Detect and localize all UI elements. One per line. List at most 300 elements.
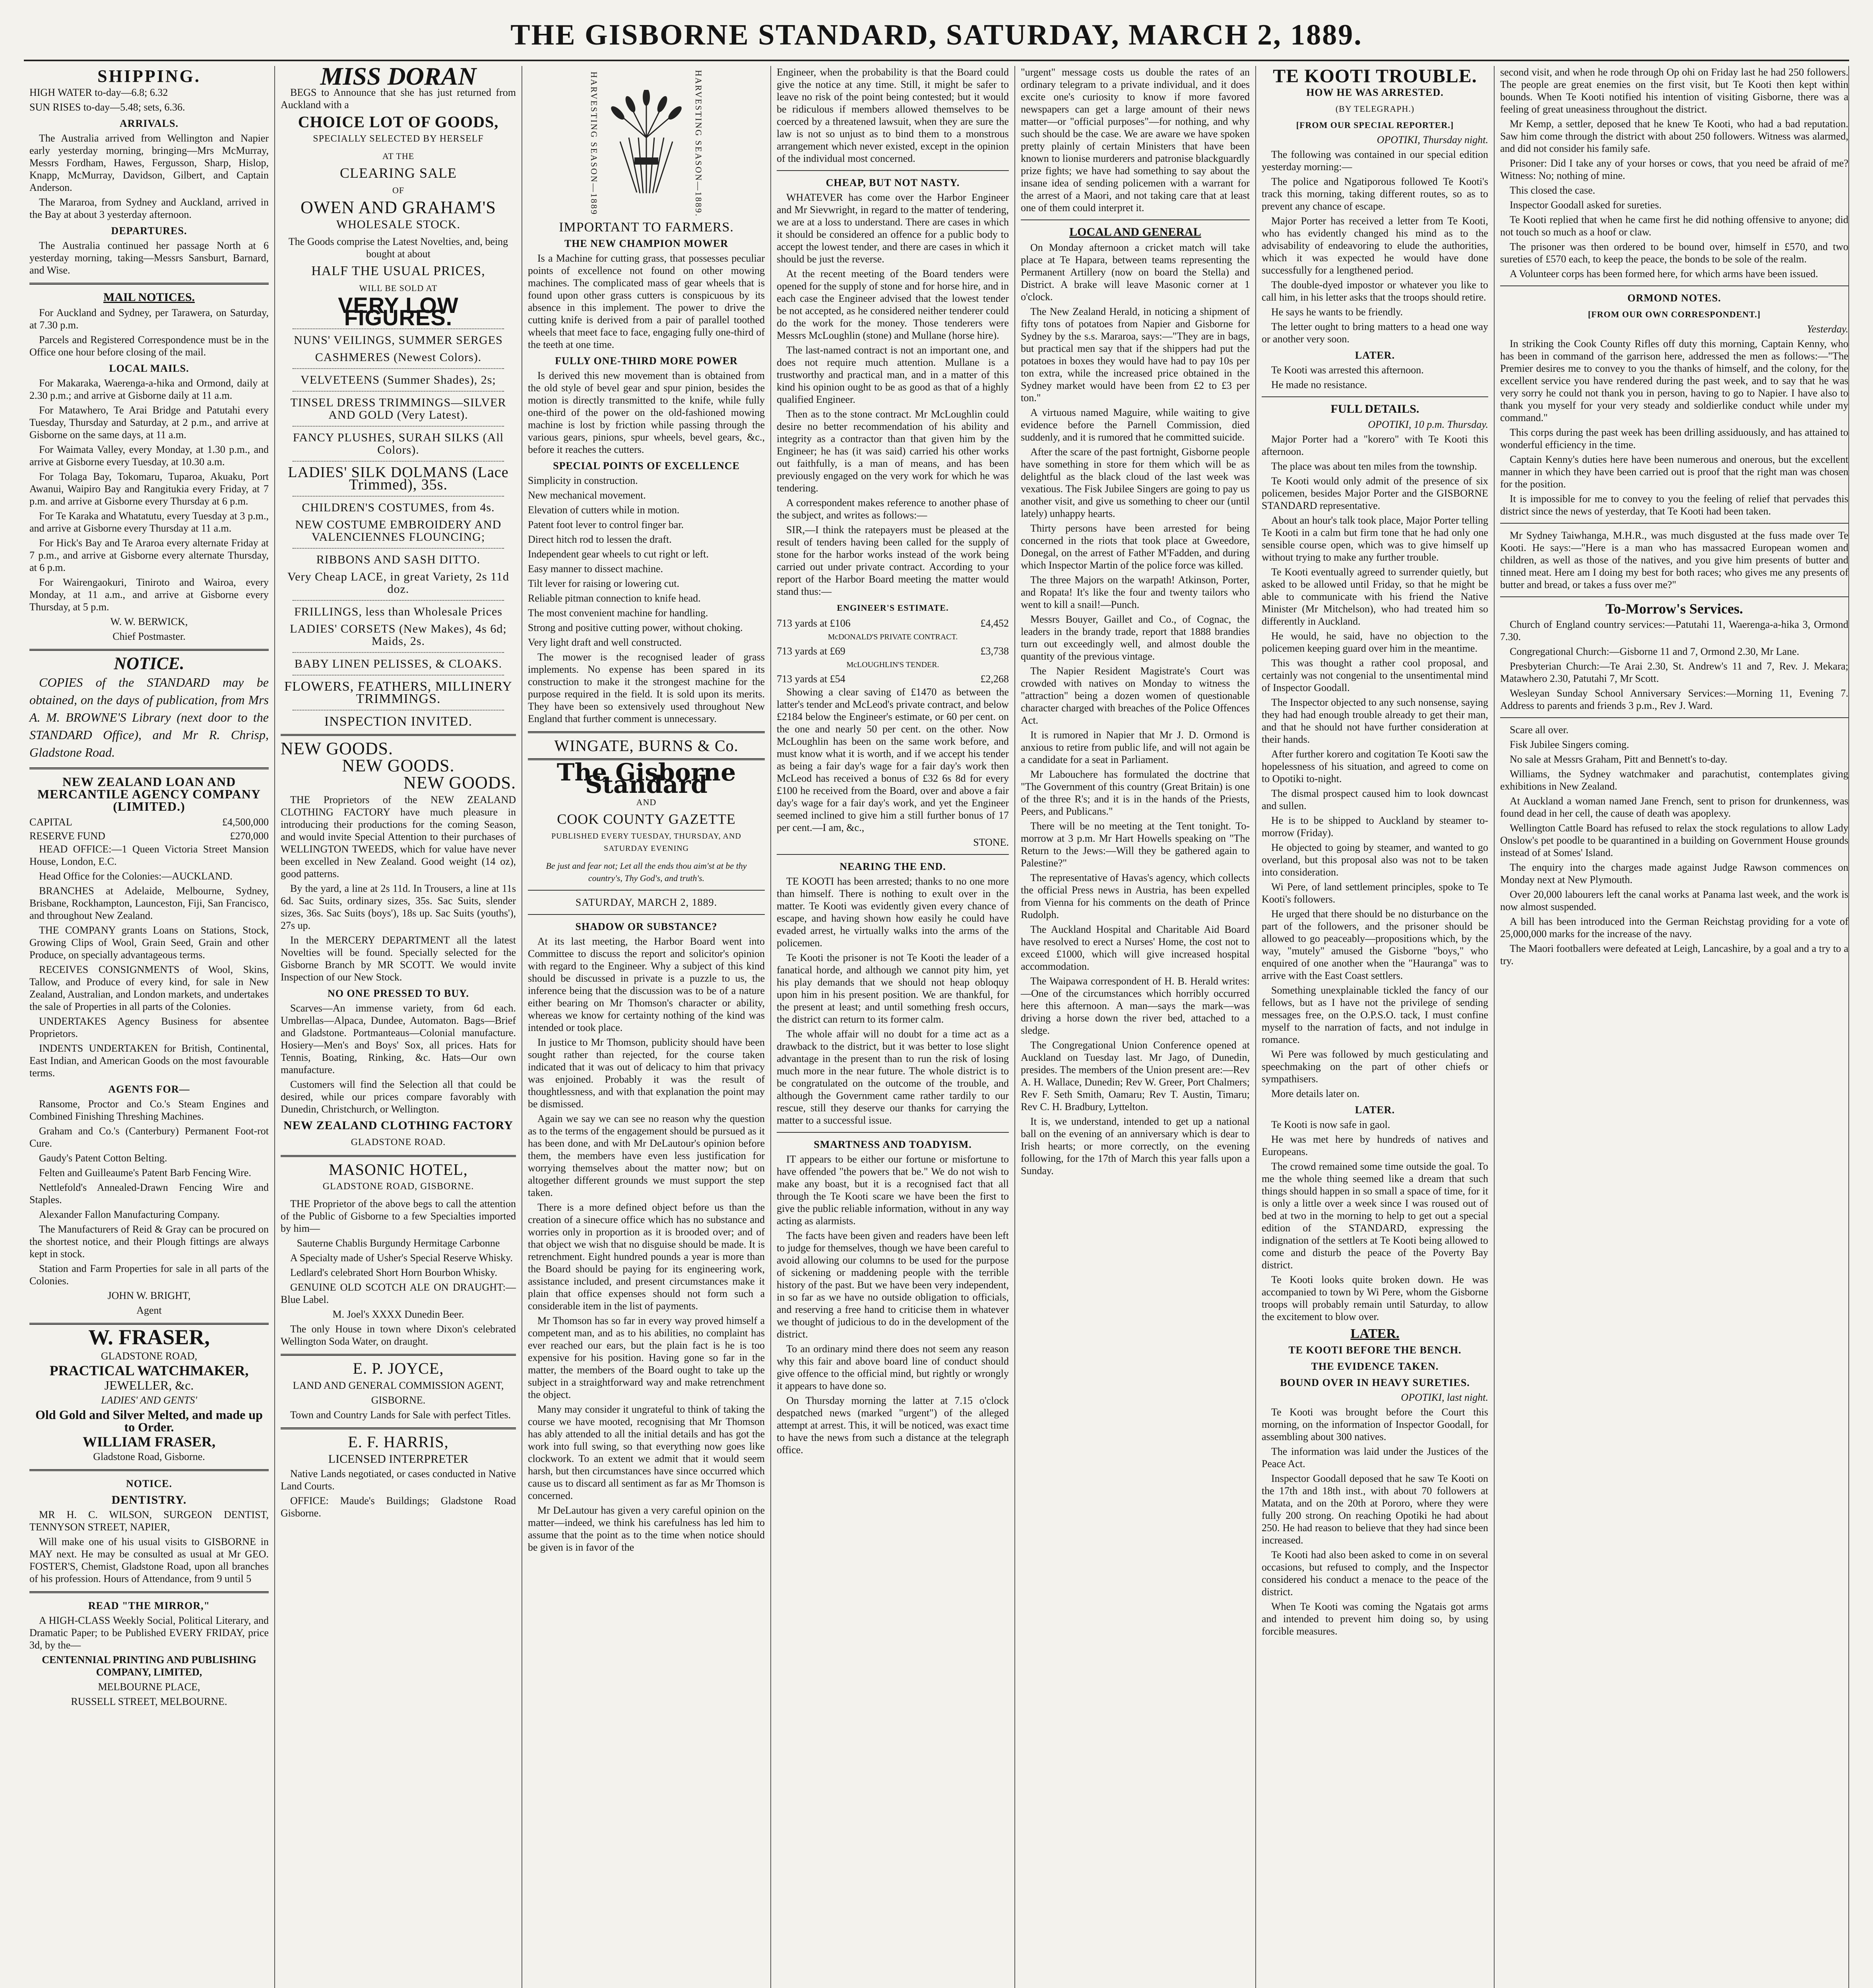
report-paragraph: Te Kooti replied that when he came first he did nothing offensive to anyone; did not touch so much as a hoof or claw. <box>1500 214 1848 238</box>
doran-at-the: AT THE <box>382 151 415 161</box>
report-paragraph: The place was about ten miles from the township. <box>1271 460 1477 472</box>
miss-doran-heading: MISS DORAN <box>320 66 477 90</box>
local-paragraph: Mr Labouchere has formulated the doctrine that "The Government of this country (Great Britain) is one of the three R's; and it is in the hands of the Priests, Peers, and Publicans." <box>1021 769 1250 817</box>
report-paragraph: He urged that there should be no disturbance on the part of the followers, and the prisoner should be allowed to go peaceably—propositions which, by the way, "mutely" amused the Gisborne "boys," who enquired of one another when the "Hauranga" was to arrive with the East Coast settlers. <box>1262 908 1488 981</box>
mail-item: For Auckland and Sydney, per Tarawera, on Saturday, at 7.30 p.m. <box>29 307 269 331</box>
report-paragraph: Prisoner: Did I take any of your horses or cows, that you need be afraid of me? Witness: No; nothing of mine. <box>1500 157 1848 181</box>
wingate-burns: WINGATE, BURNS & Co. <box>554 737 739 755</box>
paper-title: The Gisborne Standard <box>556 759 736 799</box>
agent-item: Alexander Fallon Manufacturing Company. <box>39 1209 220 1220</box>
postmaster-name: W. W. BERWICK, <box>110 616 188 627</box>
doran-item: BABY LINEN PELISSES, & CLOAKS. <box>294 657 502 670</box>
report-paragraph: He made no resistance. <box>1271 379 1367 390</box>
smartness-paragraph: IT appears to be either our fortune or misfortune to have offended "the powers that be." We do not wish to make any boast, but it is a recognised fact that all through the Te Kooti scare we have been the first to give the public reliable information, without in any way acting as alarmists. <box>777 1153 1009 1227</box>
table-row: McLOUGHLIN'S TENDER. <box>846 660 939 669</box>
doran-of: OF <box>392 185 405 195</box>
doran-goods-text: The Goods comprise the Latest Novelties, and, being bought at about <box>288 236 508 260</box>
editorial-paragraph: Mr DeLautour has given a very careful opinion on the matter—indeed, we think his carefulness has led him to assume that the point as to the time when notice should be given is in favor of the <box>528 1505 765 1553</box>
report-paragraph: When Te Kooti was coming the Ngatais got arms and intended to prevent him doing so, by using forcible measures. <box>1262 1601 1488 1637</box>
new-goods-customers: Customers will find the Selection all that could be desired, while our prices compare favorably with Dunedin, Christchurch, or Wellington. <box>281 1079 516 1115</box>
report-paragraph: Mr Kemp, a settler, deposed that he knew Te Kooti, who had a bad reputation. Saw him come through the district with about 250 followers. Witness was alarmed, and did not consider his family safe. <box>1500 118 1848 154</box>
capital-value: £4,500,000 <box>222 816 269 828</box>
divider <box>29 283 269 285</box>
editorial-continued: Engineer, when the probability is that the Board could give the notice at any time. Still, it might be safer to leave no risk of the point being contested; but it would be ridiculous if members allowed themselves to be coerced by a threatened lawsuit, when they are sure the law is not so unjust as to bind them to a monstrous arrangement which never existed, except in the opinion of the individual most concerned. <box>777 66 1009 164</box>
nz-loan-text: INDENTS UNDERTAKEN for British, Continental, East Indian, and American Goods on the most favourable terms. <box>29 1043 269 1079</box>
report-paragraph: Inspector Goodall asked for sureties. <box>1510 199 1662 211</box>
short-item: A bill has been introduced into the German Reichstag providing for a vote of 25,000,000 marks for the increase of the navy. <box>1500 916 1848 940</box>
paper-sub: AND <box>636 797 657 808</box>
doran-item: RIBBONS AND SASH DITTO. <box>316 553 481 566</box>
arrival-item: The Australia arrived from Wellington and Napier early yesterday morning, bringing—Mrs McMurray, Messrs Fordham, Hawes, Fergusson, Sharp, Hislop, Knapp, McMurray, Davidson, Gilbert, and Captain Anderson. <box>29 132 269 193</box>
report-paragraph: Inspector Goodall deposed that he saw Te Kooti on the 17th and 18th inst., with about 70 followers at Matata, and on the 20th at Pororo, where they were fully 200 strong. On reaching Opotiki he had about 250. He had reason to believe that they had since been increased. <box>1262 1473 1488 1546</box>
doran-item: TINSEL DRESS TRIMMINGS—SILVER AND GOLD (Very Latest). <box>290 396 506 421</box>
divider <box>293 426 504 427</box>
report-paragraph: A Volunteer corps has been formed here, for which arms have been issued. <box>1510 268 1818 280</box>
divider <box>293 548 504 549</box>
fraser-line: LADIES' AND GENTS' <box>101 1394 197 1406</box>
doran-item: CHILDREN'S COSTUMES, from 4s. <box>302 501 495 514</box>
special-item: Independent gear wheels to cut right or left. <box>528 548 709 560</box>
local-paragraph: Messrs Bouyer, Gaillet and Co., of Cognac, the leaders in the brandy trade, report that 1888 brandies turn out exceedingly well, and almost double the quantity of the previous vintage. <box>1021 613 1250 662</box>
new-goods-2: NEW GOODS. <box>342 756 455 775</box>
divider <box>293 368 504 369</box>
divider <box>29 649 269 651</box>
urgent-continued: "urgent" message costs us double the rates of an ordinary telegram to a private individual, and it does excite one's curiosity to know if more favored newspapers can get a large amount of their news matter—or "official purposes"—for nothing, and why such should be the case. We are aware we have spoken pretty plainly of certain Ministers that have been known to lionise murderers and patronise blackguardly prize fights; we have had something to say about the insane idea of sending policemen with a warrant for the arrest of a Maori, and not taking care that at least one of them could interpret it. <box>1021 66 1250 214</box>
cheap-heading: CHEAP, BUT NOT NASTY. <box>826 177 960 188</box>
report-paragraph: This was thought a rather cool proposal, and certainly was not congenial to the unsentimental mind of Inspector Goodall. <box>1262 657 1488 693</box>
mail-heading: MAIL NOTICES. <box>103 291 195 304</box>
short-item: The Maori footballers were defeated at Leigh, Lancashire, by a goal and a try to a try. <box>1500 943 1848 967</box>
harris-text: OFFICE: Maude's Buildings; Gladstone Road Gisborne. <box>281 1495 516 1519</box>
doran-item: NUNS' VEILINGS, SUMMER SERGES <box>294 334 503 347</box>
agent-item: Station and Farm Properties for sale in all parts of the Colonies. <box>29 1263 269 1287</box>
doran-item: FANCY PLUSHES, SURAH SILKS (All Colors). <box>293 431 504 456</box>
report-continued: second visit, and when he rode through Op ohi on Friday last he had 250 followers. The people are great enemies on the first visit, but Te Kooti then kept within bounds. When Te Kooti notified his intention of visiting Gisborne, there was a feeling of great uneasiness throughout the district. <box>1500 66 1848 115</box>
harris-heading: E. F. HARRIS, <box>348 1433 449 1451</box>
joyce-text: GISBORNE. <box>371 1394 426 1406</box>
new-goods-text: THE Proprietors of the NEW ZEALAND CLOTHING FACTORY have much pleasure in introducing their productions for the coming Season, and would invite Special Attention to their purchases of WELLINGTON TWEEDS, which for value have never been excelled in New Zealand. Good weight (14 oz), good patterns. <box>281 794 516 879</box>
masonic-text: Sauterne Chablis Burgundy Hermitage Carbonne <box>297 1237 500 1249</box>
nearing-paragraph: Te Kooti the prisoner is not Te Kooti the leader of a fanatical horde, and although we cannot pity him, yet his play demands that we should not heap obloquy upon him in his present position. We are thankful, for the present at least; and until something fresh occurs, the district can return to its former calm. <box>777 952 1009 1025</box>
agent-name: JOHN W. BRIGHT, <box>107 1290 191 1301</box>
dentistry-text: Will make one of his usual visits to GISBORNE in MAY next. He may be consulted as usual at Mr GEO. FOSTER'S, Chemist, Gladstone Road, upon all branches of his profession. Hours of Attendance, from 9 until 5 <box>29 1536 269 1584</box>
report-paragraph: The dismal prospect caused him to look downcast and sullen. <box>1262 788 1488 812</box>
divider <box>293 675 504 676</box>
smartness-paragraph: To an ordinary mind there does not seem any reason why this fair and above board line of conduct should give offence to the official mind, but rightly or wrongly it appears to have done so. <box>777 1343 1009 1392</box>
doran-will-be: WILL BE SOLD AT <box>359 283 438 293</box>
doran-selected: SPECIALLY SELECTED BY HERSELF <box>313 134 484 144</box>
report-paragraph: He says he wants to be friendly. <box>1271 306 1403 318</box>
harvesting-left-label: HARVESTING SEASON—1889 <box>589 72 599 216</box>
cheap-paragraph: SIR,—I think the ratepayers must be pleased at the result of tenders having been called for the supply of stone for the harbor works instead of the work being carried out under private contract. According to your report of the Harbor Board meeting the matter would stand thus:— <box>777 524 1009 597</box>
doran-low-figures: VERY LOW FIGURES. <box>338 293 459 330</box>
report-paragraph: About an hour's talk took place, Major Porter telling Te Kooti in a calm but firm tone that he had only one sensible course open, which was to give himself up without trying to make any further trouble. <box>1262 514 1488 563</box>
joyce-text: LAND AND GENERAL COMMISSION AGENT, <box>293 1380 504 1391</box>
editorial-heading: SHADOW OR SUBSTANCE? <box>575 921 717 933</box>
nearing-heading: NEARING THE END. <box>840 861 946 872</box>
doran-choice: CHOICE LOT OF GOODS, <box>298 113 499 131</box>
editorial-paragraph: There is a more defined object before us than the creation of a sinecure office which has no substance and worries only in proportion as it is brooded over; and of that object we wish that no disguise should be made. It is retrenchment. Eight hundred pounds a year is more than the Board should be paying for its engineering work, assistance included, and present circumstances make it plain that office expenses should not form such a considerable item in the list of payments. <box>528 1202 765 1312</box>
masthead-rule <box>24 60 1849 61</box>
te-kooti-sub: [FROM OUR SPECIAL REPORTER.] <box>1296 120 1454 130</box>
special-item: Easy manner to dissect machine. <box>528 563 663 575</box>
short-item: Fisk Jubilee Singers coming. <box>1510 739 1629 750</box>
ormond-paragraph: Captain Kenny's duties here have been numerous and onerous, but the excellent manner in which they have been carried out is proof that the right man was chosen for the position. <box>1500 454 1848 490</box>
mower-end-text: The mower is the recognised leader of grass implements. No expense has been spared in its construction to make it the strongest machine for the purpose required in the field. It is sold upon its merits. They have been so extensively used throughout New England that further comment is unnecessary. <box>528 651 765 725</box>
tide-line: HIGH WATER to-day—6.8; 6.32 <box>29 87 168 98</box>
special-heading: SPECIAL POINTS OF EXCELLENCE <box>553 460 740 472</box>
masonic-text: The only House in town where Dixon's celebrated Wellington Soda Water, on draught. <box>281 1323 516 1347</box>
local-paragraph: Thirty persons have been arrested for being concerned in the riots that took place at Gweedore, Donegal, on the arrest of Father M'Fadden, and during which Inspector Martin of the police force was killed. <box>1021 522 1250 571</box>
new-goods-text: By the yard, a line at 2s 11d. In Trousers, a line at 11s 6d. Sac Suits, ordinary sizes, 35s. Sac Suits, slender sizes, 36s. Sac Suits (boys'), 18s up. Sac Suits (youths'), 27s up. <box>281 883 516 931</box>
factory-name: NEW ZEALAND CLOTHING FACTORY <box>283 1119 513 1132</box>
local-mails-heading: LOCAL MAILS. <box>109 363 189 374</box>
editorial-paragraph: Mr Thomson has so far in every way proved himself a competent man, and as to his abilities, no complaint has ever reached our ears, but the plain fact is he is too expensive for his position. Having gone so far in the matter, the members of the Board ought to take up the subject in a straightforward way and make retrenchment the object. <box>528 1315 765 1401</box>
bound-heading: BOUND OVER IN HEAVY SURETIES. <box>1280 1377 1470 1388</box>
nz-loan-text: Head Office for the Colonies:—AUCKLAND. <box>39 870 233 882</box>
divider <box>1500 285 1848 286</box>
editorial-paragraph: Again we say we can see no reason why the question as to the terms of the engagement should be pursued as it has been done, and with Mr DeLautour's opinion before them, the members have even less justification for worrying themselves about the matter now; but on altogether different grounds we must support the step taken. <box>528 1113 765 1199</box>
divider <box>29 767 269 769</box>
notice-heading: NOTICE. <box>114 654 184 673</box>
tide-line: SUN RISES to-day—5.48; sets, 6.36. <box>29 101 185 113</box>
special-item: The most convenient machine for handling. <box>528 607 708 619</box>
local-paragraph: The New Zealand Herald, in noticing a shipment of fifty tons of potatoes from Napier and Gisborne for Sydney by the s.s. Mararoa, says:—"They are in bags, but practical men say that if the shippers had put the potatoes in boxes they would have had to pay 10s per ton extra, while the increased price obtained in the Sydney market would have been from £2 to £3 per ton." <box>1021 306 1250 404</box>
divider <box>281 1427 516 1429</box>
local-paragraph: It is rumored in Napier that Mr J. D. Ormond is anxious to retire from public life, and will not again be a candidate for a seat in Parliament. <box>1021 729 1250 765</box>
divider <box>777 1132 1009 1133</box>
local-paragraph: On Monday afternoon a cricket match will take place at Te Hapara, between teams representing the Permanent Artillery (now on board the Stella) and District. A brake will leave Masonic corner at 1 o'clock. <box>1021 242 1250 303</box>
new-goods-text: In the MERCERY DEPARTMENT all the latest Novelties will be found. Specially selected for the Gisborne Branch by MR SCOTT. We would invite Inspection of our New Stock. <box>281 934 516 983</box>
bench-heading: TE KOOTI BEFORE THE BENCH. <box>1288 1344 1462 1356</box>
estimate-heading: ENGINEER'S ESTIMATE. <box>837 603 949 613</box>
local-paragraph: There will be no meeting at the Tent tonight. To-morrow at 3 p.m. Mr Hart Howells speaking on "The Return to the Jews:—Will they be gathered again to Palestine?" <box>1021 820 1250 869</box>
masonic-text: A Specialty made of Usher's Special Reserve Whisky. <box>290 1252 513 1264</box>
mirror-text: MELBOURNE PLACE, <box>98 1681 200 1693</box>
short-item: The enquiry into the charges made against Judge Rawson commences on Monday next at New Plymouth. <box>1500 862 1848 885</box>
fraser-line: PRACTICAL WATCHMAKER, <box>49 1363 249 1378</box>
agent-item: Ransome, Proctor and Co.'s Steam Engines and Combined Finishing Threshing Machines. <box>29 1098 269 1122</box>
doran-item: LADIES' SILK DOLMANS (Lace Trimmed), 35s. <box>288 464 509 493</box>
new-goods-list: Scarves—An immense variety, from 6d each. Umbrellas—Alpaca, Dundee, Automaton. Bags—Brief and Gladstone. Portmanteaus—Colonial manufacture. Hosiery—Men's and Boys' Sox, all prices. Hats for Tennis, Boating, Rinking, &c. Hats—Our own manufacture. <box>281 1002 516 1076</box>
divider <box>29 1323 269 1325</box>
nz-loan-text: UNDERTAKES Agency Business for absentee Proprietors. <box>29 1015 269 1039</box>
local-paragraph: The Napier Resident Magistrate's Court was crowded with natives on Monday to witness the "attraction" being a dozen women of questionable character charged with breaches of the Police Offences Act. <box>1021 665 1250 726</box>
local-mail-item: For Waimata Valley, every Monday, at 1.30 p.m., and arrive at Gisborne every Tuesday, at 10.30 a.m. <box>29 444 269 468</box>
special-item: Patent foot lever to control finger bar. <box>528 519 684 531</box>
report-paragraph: The Inspector objected to any such nonsense, saying they had had enough trouble already to get their man, and that he should not have further consideration at their hands. <box>1262 697 1488 745</box>
fraser-heading: W. FRASER, <box>88 1325 210 1349</box>
nz-loan-text: THE COMPANY grants Loans on Stations, Stock, Growing Clips of Wool, Grain Seed, Grain and other Produce, on specially advantageous terms. <box>29 924 269 961</box>
mirror-text: A HIGH-CLASS Weekly Social, Political Literary, and Dramatic Paper; to be Published EVERY FRIDAY, price 3d, by the— <box>29 1615 269 1651</box>
estimate-text: Showing a clear saving of £1470 as between the latter's tender and McLeod's private contract, and below £2184 below the Engineer's estimate, or 60 per cent. on the one and nearly 50 per cent. on the other. Now McLoughlin has been on the same work before, and must know what it is worth, and if we accept his tender as being a fair day's wage for a fair day's work then McLeod has received a bonus of £32 6s 8d for every £100 he received from the Board, over and above a fair day's wage for a fair day's work, and yet the Engineer seemed inclined to give him a still further bonus of 17 per cent.—I am, &c., <box>777 686 1009 833</box>
ormond-paragraph: This corps during the past week has been drilling assiduously, and has attained to wonderful efficiency in the time. <box>1500 427 1848 450</box>
reserve-value: £270,000 <box>230 830 269 842</box>
harvesting-right-label: HARVESTING SEASON—1889. <box>694 70 704 217</box>
nz-loan-text: HEAD OFFICE:—1 Queen Victoria Street Mansion House, London, E.C. <box>29 843 269 867</box>
divider <box>293 710 504 711</box>
report-paragraph: Te Kooti looks quite broken down. He was accompanied to town by Wi Pere, whom the Gisborne troops will probably remain until Saturday, to allow the excitement to blow over. <box>1262 1274 1488 1322</box>
special-item: Direct hitch rod to lessen the draft. <box>528 534 672 546</box>
report-paragraph: More details later on. <box>1271 1088 1360 1099</box>
column-4 <box>771 66 1015 1988</box>
joyce-heading: E. P. JOYCE, <box>353 1359 444 1377</box>
later-heading: LATER. <box>1350 1326 1400 1341</box>
divider <box>1500 523 1848 524</box>
nearing-paragraph: The whole affair will no doubt for a time act as a drawback to the district, but it was better to lose slight advantage in the present than to run the risk of losing much more in the near future. The whole district is to be congratulated on the outcome of the trouble, and although the Government came rather tardily to our rescue, still they deserve our thanks for carrying the matter to a successful issue. <box>777 1028 1009 1126</box>
smartness-heading: SMARTNESS AND TOADYISM. <box>814 1139 972 1150</box>
fraser-line: GLADSTONE ROAD, <box>101 1350 198 1362</box>
nz-loan-text: BRANCHES at Adelaide, Melbourne, Sydney, Brisbane, Rockhampton, Launceston, Fiji, San Francisco, and throughout New Zealand. <box>29 885 269 921</box>
doran-item: Very Cheap LACE, in great Variety, 2s 11d doz. <box>287 570 510 596</box>
mirror-heading: READ "THE MIRROR," <box>88 1600 210 1611</box>
dateline: OPOTIKI, last night. <box>1401 1392 1488 1403</box>
local-mail-item: For Wairengaokuri, Tiniroto and Wairoa, every Monday, at 11 a.m., and arrive at Gisborne every Thursday, at 5 p.m. <box>29 577 269 613</box>
editorial-paragraph: Many may consider it ungrateful to think of taking the course we have mooted, recognising that Mr Thomson has ably attended to all the initial details and has got the work into full swing, so that everything now goes like clockwork. To an extent we admit that it would seem harsh, but then circumstances have since occurred which cause us to discard all sentiment as far as Mr Thomson is concerned. <box>528 1404 765 1502</box>
agent-item: Nettlefold's Annealed-Drawn Fencing Wire and Staples. <box>29 1182 269 1206</box>
fraser-line: JEWELLER, &c. <box>104 1378 194 1392</box>
masonic-text: THE Proprietor of the above begs to call the attention of the Public of Gisborne to a few Specialties imported by him— <box>281 1198 516 1234</box>
ormond-heading: ORMOND NOTES. <box>1627 292 1721 304</box>
power-text: Is derived this new movement than is obtained from the old style of bevel gear and spur pinion, besides the motion is directly transmitted to the knife, while fully one-third of the power on the old-fashioned mowing machine is lost by friction while passing through the various gears, pinions, spur wheels, bevel gears, &c., before it reaches the cutters. <box>528 370 765 456</box>
harris-text: Native Lands negotiated, or cases conducted in Native Land Courts. <box>281 1468 516 1492</box>
report-paragraph: Major Porter has received a letter from Te Kooti, who has evidently changed his mind as to the advisability of endeavoring to elude the authorities, which it was expected he would have done successfully for a lengthened period. <box>1262 215 1488 276</box>
smartness-paragraph: On Thursday morning the latter at 7.15 o'clock despatched news (marked "urgent") of the alleged attempt at arrest. This, it will be noticed, was exact time to have the news from such a distance at the telegraph office. <box>777 1395 1009 1456</box>
doran-item: CASHMERES (Newest Colors). <box>315 351 482 364</box>
tomorrow-services-heading: To-Morrow's Services. <box>1605 601 1743 617</box>
arrivals-heading: ARRIVALS. <box>120 118 178 129</box>
mower-heading: THE NEW CHAMPION MOWER <box>564 238 729 250</box>
divider <box>777 854 1009 855</box>
report-paragraph: Te Kooti was arrested this afternoon. <box>1271 364 1424 376</box>
factory-address: GLADSTONE ROAD. <box>351 1137 446 1147</box>
estimate-signature: STONE. <box>973 837 1009 848</box>
divider <box>293 652 504 653</box>
dentistry-notice: NOTICE. <box>126 1478 173 1489</box>
doran-half: HALF THE USUAL PRICES, <box>311 264 485 278</box>
short-item: Williams, the Sydney watchmaker and parachutist, contemplates giving exhibitions in New Zealand. <box>1500 768 1848 792</box>
local-mail-item: For Te Karaka and Whatatutu, every Tuesday at 3 p.m., and arrive at Gisborne every Thursday at 11 a.m. <box>29 510 269 534</box>
evidence-heading: THE EVIDENCE TAKEN. <box>1311 1361 1439 1372</box>
report-paragraph: Te Kooti is now safe in gaol. <box>1271 1119 1390 1130</box>
te-kooti-sub: HOW HE WAS ARRESTED. <box>1306 87 1444 98</box>
masonic-text: Ledlard's celebrated Short Horn Bourbon Whisky. <box>290 1267 497 1278</box>
local-paragraph: A virtuous named Maguire, while waiting to give evidence before the Parnell Commission, died suddenly, and it is rumored that he committed suicide. <box>1021 407 1250 443</box>
later-heading: LATER. <box>1355 349 1395 361</box>
short-item: Over 20,000 labourers left the canal works at Panama last week, and the work is now almost suspended. <box>1500 889 1848 912</box>
report-paragraph: He objected to going by steamer, and wanted to go overland, but this proposal also was not to be taken into consideration. <box>1262 842 1488 878</box>
notice-text: COPIES of the STANDARD may be obtained, on the days of publication, from Mrs A. M. BROWNE'S Library (next door to the STANDARD Office), and Mr R. Chrisp, Gladstone Road. <box>29 675 269 759</box>
table-row: McDONALD'S PRIVATE CONTRACT. <box>828 633 958 641</box>
mirror-text: CENTENNIAL PRINTING AND PUBLISHING COMPANY, LIMITED, <box>42 1654 256 1678</box>
departure-item: The Australia continued her passage North at 6 yesterday morning, taking—Messrs Sansburt, Barnard, and Wise. <box>29 240 269 276</box>
report-paragraph: He is to be shipped to Auckland by steamer to-morrow (Friday). <box>1262 815 1488 839</box>
fraser-address: Gladstone Road, Gisborne. <box>93 1451 205 1462</box>
report-paragraph: The prisoner was then ordered to be bound over, himself in £570, and two sureties of £570 each, to keep the peace, the bonds to be sole of the realm. <box>1500 241 1848 265</box>
divider <box>293 600 504 601</box>
doran-item: FLOWERS, FEATHERS, MILLINERY TRIMMINGS. <box>284 679 512 706</box>
editorial-paragraph: In justice to Mr Thomson, publicity should have been sought rather than rejected, for the course taken indicated that it was out of delicacy to him that privacy was enjoined. Probably it was the result of thoughtlessness, and with that explanation the point may be dismissed. <box>528 1037 765 1110</box>
report-paragraph: The double-dyed impostor or whatever you like to call him, in his letter asks that the troops should retire. <box>1262 279 1488 303</box>
short-item: No sale at Messrs Graham, Pitt and Bennett's to-day. <box>1510 753 1728 765</box>
divider <box>281 1354 516 1356</box>
local-paragraph: The Congregational Union Conference opened at Auckland on Tuesday last. Mr Jago, of Dunedin, presides. The members of the Union present are:—Rev A. H. Wallace, Dunedin; Rev W. Greer, Port Chalmers; Rev F. Seth Smith, Oamaru; Rev T. Austin, Timaru; Rev C. H. Bradbury, Lyttelton. <box>1021 1039 1250 1112</box>
divider <box>281 1155 516 1157</box>
nz-loan-capital-table <box>29 815 269 843</box>
dentistry-heading: DENTISTRY. <box>111 1493 187 1507</box>
divider <box>528 731 765 733</box>
special-item: Simplicity in construction. <box>528 475 638 487</box>
harvest-header <box>528 70 765 217</box>
report-paragraph: Wi Pere was followed by much gesticulating and speechmaking on the part of other chiefs or sympathisers. <box>1262 1048 1488 1085</box>
agent-item: Gaudy's Patent Cotton Belting. <box>39 1152 167 1164</box>
te-kooti-sub: (BY TELEGRAPH.) <box>1335 104 1415 114</box>
divider <box>528 890 765 891</box>
paper-sub2: COOK COUNTY GAZETTE <box>557 811 736 827</box>
masonic-text: GENUINE OLD SCOTCH ALE ON DRAUGHT:—Blue Label. <box>281 1281 516 1305</box>
short-item: At Auckland a woman named Jane French, sent to prison for drunkenness, was found dead in her cell, the cause of death was apoplexy. <box>1500 795 1848 819</box>
doran-item: NEW COSTUME EMBROIDERY AND VALENCIENNES FLOUNCING; <box>295 518 502 544</box>
report-paragraph: Te Kooti was brought before the Court this morning, on the information of Inspector Goodall, for assembling about 300 natives. <box>1262 1406 1488 1442</box>
harris-text: LICENSED INTERPRETER <box>328 1452 469 1466</box>
table-row: 713 yards at £106 £4,452 <box>777 617 1009 629</box>
te-kooti-heading: TE KOOTI TROUBLE. <box>1273 66 1477 87</box>
service-item: Church of England country services:—Patutahi 11, Waerenga-a-hika 3, Ormond 7.30. <box>1500 619 1848 643</box>
later-heading: LATER. <box>1355 1104 1395 1116</box>
local-mail-item: For Hick's Bay and Te Araroa every alternate Friday at 7 p.m., and arrive at Gisborne every alternate Thursday, at 6 p.m. <box>29 537 269 573</box>
masthead: THE GISBORNE STANDARD, SATURDAY, MARCH 2, 1889. <box>510 19 1363 51</box>
special-item: Very light draft and well constructed. <box>528 637 682 648</box>
local-paragraph: After the scare of the past fortnight, Gisborne people have something in store for them which will be as delightful as the black cloud of the last week was vexatious. The Fisk Jubilee Singers are going to pay us another visit, and give us something to cheer our (until lately) unhappy hearts. <box>1021 446 1250 519</box>
ormond-sub: [FROM OUR OWN CORRESPONDENT.] <box>1588 309 1761 319</box>
fraser-name: WILLIAM FRASER, <box>82 1434 216 1450</box>
arrival-item: The Mararoa, from Sydney and Auckland, arrived in the Bay at about 3 yesterday afternoon. <box>29 196 269 220</box>
report-paragraph: The letter ought to bring matters to a head one way or another very soon. <box>1262 321 1488 345</box>
table-row: 713 yards at £54 £2,268 <box>777 673 1009 685</box>
divider <box>1500 717 1848 718</box>
fraser-line: Old Gold and Silver Melted, and made up to Order. <box>35 1408 263 1434</box>
cheap-paragraph: WHATEVER has come over the Harbor Engineer and Mr Sievwright, in regard to the matter of tendering, we are at a loss to understand. There are cases in which it should be considered an offence for a public body to accept the lowest tender, and there are cases in which it should be just the reverse. <box>777 192 1009 265</box>
important-farmers: IMPORTANT TO FARMERS. <box>559 220 734 235</box>
editorial-paragraph: At its last meeting, the Harbor Board went into Committee to discuss the report and solicitor's opinion with regard to the Engineer. Why a subject of this kind should be discussed in private is a puzzle to us, the inference being that the discussion was to be of a nature either bearing on Mr Thomson's character or ability, whereas we know for certainty nothing of the kind was intended or took place. <box>528 936 765 1034</box>
cheap-paragraph: The last-named contract is not an important one, and does not require much attention. Mullane is a trustworthy and practical man, and in a matter of this kind his opinion ought to be as good as that of a highly qualified Engineer. <box>777 344 1009 405</box>
column-1 <box>24 66 275 1988</box>
masonic-address: GLADSTONE ROAD, GISBORNE. <box>322 1181 474 1192</box>
ormond-paragraph: In striking the Cook County Rifles off duty this morning, Captain Kenny, who has been in command of the garrison here, addressed the men as follows:—"The Premier desires me to convey to you the thanks of himself, and the colony, for the excellent service you have rendered during the past week, and to say that he was very sorry he could not thank you in person, having to go to Napier. I have also to thank you myself for your very steady and soldierlike conduct while under my command." <box>1500 338 1848 423</box>
paper-motto: Be just and fear not; Let all the ends thou aim'st at be thy country's, Thy God's, and truth's. <box>546 861 747 883</box>
masonic-text: M. Joel's XXXX Dunedin Beer. <box>332 1309 464 1320</box>
local-mail-item: For Matawhero, Te Arai Bridge and Patutahi every Tuesday, Thursday and Saturday, at 2 p.m., and arrive at Gisborne on the same days, at 11 a.m. <box>29 404 269 441</box>
ormond-paragraph: It is impossible for me to convey to you the feeling of relief that pervades this district since the news of yesterday, that Te Kooti had been taken. <box>1500 493 1848 517</box>
agent-item: Felten and Guilleaume's Patent Barb Fencing Wire. <box>39 1167 251 1178</box>
special-item: New mechanical movement. <box>528 489 646 501</box>
short-item: Scare all over. <box>1510 724 1569 736</box>
joyce-text: Town and Country Lands for Sale with perfect Titles. <box>290 1409 511 1421</box>
full-details-heading: FULL DETAILS. <box>1330 402 1419 415</box>
local-paragraph: The representative of Havas's agency, which collects the official Press news in Austria, has been expelled from Vienna for his comments on the death of Prince Rudolph. <box>1021 872 1250 920</box>
divider <box>29 1591 269 1593</box>
mirror-text: RUSSELL STREET, MELBOURNE. <box>71 1696 227 1707</box>
agent-item: The Manufacturers of Reid & Gray can be procured on the shortest notice, and their Plough fittings are always kept in stock. <box>29 1223 269 1260</box>
table-row: 713 yards at £69 £3,738 <box>777 645 1009 657</box>
departures-heading: DEPARTURES. <box>111 225 187 237</box>
power-heading: FULLY ONE-THIRD MORE POWER <box>555 355 738 367</box>
local-paragraph: The Waipawa correspondent of H. B. Herald writes:—One of the circumstances which horribly occurred here this afternoon. A man—says the mark—was driving a horse down the river bed, attached to a sledge. <box>1021 975 1250 1036</box>
taiwhanga-paragraph: Mr Sydney Taiwhanga, M.H.R., was much disgusted at the fuss made over Te Kooti. He says:—"Here is a man who has massacred European women and children, as well as those of the natives, and you give him presents of butter and tinned meat. Here am I doing my best for both races; who gives me any presents of butter and bread, or takes a fuss over me?" <box>1500 530 1848 590</box>
smartness-paragraph: The facts have been given and readers have been left to judge for themselves, though we have been careful to avoid allowing our columns to be used for the purpose of sickening or maddening people with the terrible history of the past. But we have been very independent, in so far as we have no outside obligation to officials, and reserving a free hand to criticise them in whatever we thought of judicious to do in the development of the district. <box>777 1230 1009 1340</box>
column-3 <box>522 66 771 1988</box>
divider <box>528 914 765 915</box>
short-item: Wellington Cattle Board has refused to relax the stock regulations to allow Lady Onslow's pet poodle to be quarantined in a building on Government House grounds instead of at Somes' Island. <box>1500 822 1848 858</box>
local-paragraph: It is, we understand, intended to get up a national ball on the evening of an anniversary which is dear to Irish hearts; or more correctly, on the evening following, for the 17th of March this year falls upon a Sunday. <box>1021 1116 1250 1176</box>
mower-text: Is a Machine for cutting grass, that possesses peculiar points of excellence not found on other mowing machines. The complicated mass of gear wheels that is found upon other grass cutters is conspicuous by its absence in this implement. The power to drive the cutting knife is derived from a pair of parallel toothed wheels that meet face to face, engaging fully one-third of the teeth at one time. <box>528 252 765 351</box>
local-paragraph: The Auckland Hospital and Charitable Aid Board have resolved to erect a Nurses' Home, the cost not to exceed £1000, which will give increased hospital accommodation. <box>1021 924 1250 972</box>
agent-item: Graham and Co.'s (Canterbury) Permanent Foot-rot Cure. <box>29 1125 269 1149</box>
divider <box>1262 396 1488 397</box>
divider <box>29 1469 269 1471</box>
dateline: Yesterday. <box>1807 323 1848 335</box>
report-paragraph: The following was contained in our special edition yesterday morning:— <box>1262 149 1488 173</box>
report-paragraph: Major Porter had a "korero" with Te Kooti this afternoon. <box>1262 433 1488 457</box>
service-item: Wesleyan Sunday School Anniversary Services:—Morning 11, Evening 7. Address to parents and friends 3 p.m., Rev J. Ward. <box>1500 687 1848 711</box>
masonic-heading: MASONIC HOTEL, <box>329 1161 468 1178</box>
service-item: Congregational Church:—Gisborne 11 and 7, Ormond 2.30, Mr Lane. <box>1510 646 1799 657</box>
column-2 <box>275 66 522 1988</box>
doran-owen: OWEN AND GRAHAM'S <box>301 198 496 217</box>
cheap-paragraph: Then as to the stone contract. Mr McLoughlin could desire no better recommendation of his ability and integrity as a contractor than that given him by the Engineer; he has (it was said) carried his other works out faithfully, is a man of means, and has been previously engaged on the very work for which he was tendering. <box>777 408 1009 494</box>
local-general-heading: LOCAL AND GENERAL <box>1069 225 1201 239</box>
postmaster-title: Chief Postmaster. <box>112 631 186 642</box>
report-paragraph: Te Kooti eventually agreed to surrender quietly, but asked to be allowed until Friday, so that he might be able to communicate with his friend the Native Minister (Mr Mitchelson), who had treated him so differently in Auckland. <box>1262 566 1488 627</box>
column-5 <box>1015 66 1256 1988</box>
divider <box>293 461 504 462</box>
report-paragraph: This closed the case. <box>1510 184 1596 196</box>
report-paragraph: The police and Ngatiporous followed Te Kooti's track this morning, taking different routes, so as to prevent any chance of escape. <box>1262 176 1488 212</box>
dateline: OPOTIKI, Thursday night. <box>1377 134 1488 146</box>
divider <box>281 734 516 736</box>
divider <box>293 391 504 392</box>
wheat-sheaf-icon <box>607 90 686 197</box>
report-paragraph: Something unexplainable tickled the fancy of our fellows, but as I have not the privilege of sending messages free, on the O.P.S.O. tack, I must confine myself to the narration of facts, and not indulge in romance. <box>1262 984 1488 1045</box>
doran-intro: BEGS to Announce that she has just returned from Auckland with a <box>281 87 516 111</box>
agents-heading: AGENTS FOR— <box>108 1083 190 1095</box>
dentistry-text: MR H. C. WILSON, SURGEON DENTIST, TENNYSON STREET, NAPIER, <box>29 1509 269 1533</box>
column-6 <box>1256 66 1495 1988</box>
no-one-pressed: NO ONE PRESSED TO BUY. <box>327 988 469 999</box>
local-paragraph: The three Majors on the warpath! Atkinson, Porter, and Ropata! It's like the four and twenty tailors who went to kill a snail!—Punch. <box>1021 574 1250 610</box>
cheap-paragraph: At the recent meeting of the Board tenders were opened for the supply of stone and for horse hire, and in each case the Engineer advised that the lowest tender be not accepted, as he considered neither tenderer could do the work for the money. Those tenderers were Messrs McLoughlin (stone) and Mullane (horse hire). <box>777 268 1009 341</box>
new-goods-3: NEW GOODS. <box>403 773 516 792</box>
capital-label: CAPITAL <box>29 816 72 828</box>
doran-wholesale: WHOLESALE STOCK. <box>336 218 461 231</box>
published-line: PUBLISHED EVERY TUESDAY, THURSDAY, AND SATURDAY EVENING <box>551 832 741 853</box>
doran-clearing: CLEARING SALE <box>340 165 457 181</box>
special-item: Strong and positive cutting power, without choking. <box>528 622 743 634</box>
report-paragraph: The crowd remained some time outside the goal. To me the whole thing seemed like a dream that such things should happen in so small a space of time, for it is only a little over a week since I was roused out of bed at two in the morning to help to get out a special edition of the STANDARD, expressing the indignation of the settlers at Te Kooti being allowed to come and disturb the peace of the Poverty Bay district. <box>1262 1161 1488 1271</box>
agent-role: Agent <box>136 1305 162 1316</box>
dateline: OPOTIKI, 10 p.m. Thursday. <box>1368 419 1488 430</box>
report-paragraph: After further korero and cogitation Te Kooti saw the hopelessness of his situation, and agreed to come on to Opotiki to-night. <box>1262 748 1488 784</box>
doran-item: FRILLINGS, less than Wholesale Prices <box>294 605 502 618</box>
special-item: Elevation of cutters while in motion. <box>528 504 680 516</box>
special-item: Tilt lever for raising or lowering cut. <box>528 578 680 590</box>
estimate-table <box>777 616 1009 686</box>
local-mail-item: For Tolaga Bay, Tokomaru, Tuparoa, Akuaku, Port Awanui, Waipiro Bay and Rangitukia every Friday, at 7 p.m. and arrive at Gisborne every Thursday at 6 p.m. <box>29 471 269 507</box>
special-item: Reliable pitman connection to knife head. <box>528 592 701 604</box>
nearing-paragraph: TE KOOTI has been arrested; thanks to no one more than himself. There is nothing to exult over in the matter. Te Kooti was evidently given every chance of escape, and having shown how easily he could have evaded arrest, he virtually walks into the arms of the policemen. <box>777 876 1009 949</box>
report-paragraph: He would, he said, have no objection to the policemen keeping guard over him in the meantime. <box>1262 630 1488 654</box>
nz-loan-text: RECEIVES CONSIGNMENTS of Wool, Skins, Tallow, and Produce of every kind, for sale in New Zealand, Australian, and London markets, and undertakes the sale of Properties in all parts of the Colonies. <box>29 964 269 1012</box>
